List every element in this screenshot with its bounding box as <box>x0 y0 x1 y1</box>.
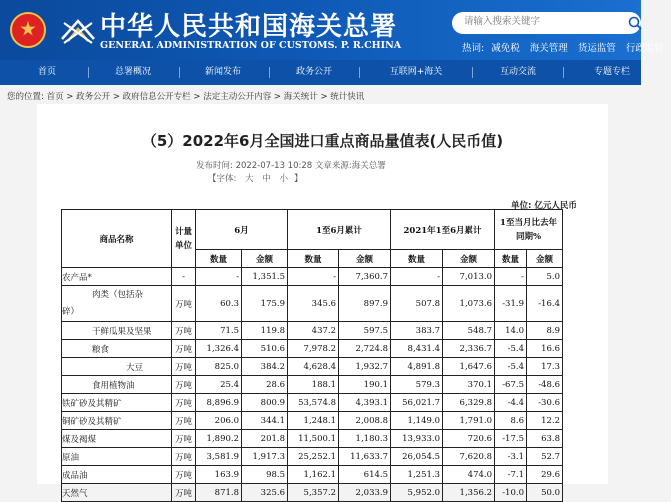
unit-cell: 万吨 <box>172 430 196 448</box>
value-cell: 7,360.7 <box>339 268 391 286</box>
search-icon[interactable] <box>627 15 643 31</box>
value-cell: 800.9 <box>242 394 288 412</box>
commodity-name: 干鲜瓜果及坚果 <box>62 322 172 340</box>
value-cell: 188.1 <box>288 376 339 394</box>
value-cell: 437.2 <box>288 322 339 340</box>
value-cell: 548.7 <box>443 322 495 340</box>
breadcrumb-item[interactable]: 统计快讯 <box>330 92 365 102</box>
value-cell: 5,952.0 <box>391 484 443 502</box>
nav-item-home[interactable]: 首页 <box>37 67 57 77</box>
value-cell: 2,033.9 <box>339 484 391 502</box>
font-size-small[interactable]: 小 <box>279 174 289 184</box>
value-cell: 344.1 <box>242 412 288 430</box>
value-cell: 614.5 <box>339 466 391 484</box>
value-cell: -4.4 <box>495 394 527 412</box>
commodity-name <box>62 286 172 322</box>
unit-cell: 万吨 <box>172 484 196 502</box>
value-cell: 119.8 <box>242 322 288 340</box>
value-cell: 1,248.1 <box>288 412 339 430</box>
value-cell: 1,917.3 <box>242 448 288 466</box>
value-cell: 206.0 <box>196 412 242 430</box>
value-cell: 8,431.4 <box>391 340 443 358</box>
nav-divider <box>179 67 180 78</box>
unit-cell: 万吨 <box>172 466 196 484</box>
value-cell: -67.5 <box>495 376 527 394</box>
nav-item-news[interactable]: 新闻发布 <box>204 67 242 77</box>
breadcrumb-item[interactable]: 您的位置: 首页 <box>7 92 64 102</box>
value-cell: 383.7 <box>391 322 443 340</box>
search-input[interactable] <box>462 15 616 28</box>
national-emblem-icon <box>10 12 46 48</box>
subheader-qty: 数量 <box>288 250 339 268</box>
col-header-june: 6月 <box>196 210 288 250</box>
subheader-qty: 数量 <box>196 250 242 268</box>
breadcrumb-item[interactable]: 政务公开 <box>76 92 111 102</box>
font-size-medium[interactable]: 中 <box>262 174 271 184</box>
value-cell: 871.8 <box>196 484 242 502</box>
source-value: 海关总署 <box>351 161 386 171</box>
unit-cell: - <box>172 268 196 286</box>
value-cell: -5.4 <box>495 340 527 358</box>
table-row <box>62 322 563 340</box>
value-cell: 11,500.1 <box>288 430 339 448</box>
value-cell: - <box>495 268 527 286</box>
search-box <box>452 12 641 34</box>
col-header-unit: 计量单位 <box>172 210 196 268</box>
nav-item-gov-affairs[interactable]: 政务公开 <box>295 67 333 77</box>
value-cell: 163.9 <box>196 466 242 484</box>
value-cell: 720.6 <box>443 430 495 448</box>
value-cell: 474.0 <box>443 466 495 484</box>
value-cell: 579.3 <box>391 376 443 394</box>
col-header-ytd: 1至6月累计 <box>288 210 391 250</box>
value-cell: 1,073.6 <box>443 286 495 322</box>
value-cell: 16.6 <box>527 340 563 358</box>
table-row <box>62 340 563 358</box>
site-header <box>0 0 664 60</box>
value-cell: 12.2 <box>527 412 563 430</box>
value-cell: 384.2 <box>242 358 288 376</box>
value-cell: 325.6 <box>242 484 288 502</box>
unit-cell: 万吨 <box>172 448 196 466</box>
nav-divider <box>563 67 564 78</box>
table-row <box>62 412 563 430</box>
value-cell: 25,252.1 <box>288 448 339 466</box>
value-cell: -31.9 <box>495 286 527 322</box>
unit-cell: 万吨 <box>172 412 196 430</box>
value-cell: 345.6 <box>288 286 339 322</box>
table-row <box>62 466 563 484</box>
nav-divider <box>472 67 473 78</box>
hot-word-link[interactable]: 行政监管 <box>625 43 664 54</box>
nav-item-interaction[interactable]: 互动交流 <box>499 67 537 77</box>
value-cell: 13,933.0 <box>391 430 443 448</box>
site-title: 中华人民共和国海关总署 <box>100 12 398 42</box>
value-cell: 5.0 <box>527 268 563 286</box>
value-cell: 71.5 <box>196 322 242 340</box>
breadcrumb: 您的位置: 首页 > 政务公开 > 政府信息公开专栏 > 法定主动公开内容 > 海关统计 > 统计快讯 <box>7 92 365 102</box>
commodity-name: 铁矿砂及其精矿 <box>62 394 172 412</box>
unit-cell: 万吨 <box>172 394 196 412</box>
col-header-name: 商品名称 <box>62 210 172 268</box>
value-cell: 28.6 <box>242 376 288 394</box>
value-cell: 7,978.2 <box>288 340 339 358</box>
value-cell: 1,351.5 <box>242 268 288 286</box>
subheader-amount: 金额 <box>527 250 563 268</box>
font-size-end: 】 <box>294 174 303 184</box>
value-cell: 50.0 <box>527 484 563 502</box>
value-cell: 29.6 <box>527 466 563 484</box>
value-cell: 1,180.3 <box>339 430 391 448</box>
value-cell: 1,356.2 <box>443 484 495 502</box>
table-row <box>62 430 563 448</box>
hot-words-label: 热词: <box>462 43 485 54</box>
hot-word-link[interactable]: 海关管理 <box>529 43 568 54</box>
commodity-name: 农产品* <box>62 268 172 286</box>
article-panel <box>37 104 608 499</box>
nav-divider <box>359 67 360 78</box>
nav-item-internet-customs[interactable]: 互联网+海关 <box>389 67 443 77</box>
value-cell: 1,791.0 <box>443 412 495 430</box>
value-cell: 1,149.0 <box>391 412 443 430</box>
table-row <box>62 268 563 286</box>
value-cell: 2,724.8 <box>339 340 391 358</box>
font-size-label: 【字体: <box>208 174 237 184</box>
unit-cell: 万吨 <box>172 286 196 322</box>
commodity-name: 食用植物油 <box>62 376 172 394</box>
article-meta <box>196 159 386 171</box>
unit-cell: 万吨 <box>172 322 196 340</box>
nav-divider <box>269 67 270 78</box>
value-cell: 5,357.2 <box>288 484 339 502</box>
hot-word-link[interactable]: 减免税 <box>491 43 520 54</box>
value-cell: 2,008.8 <box>339 412 391 430</box>
value-cell: 4,628.4 <box>288 358 339 376</box>
value-cell: 25.4 <box>196 376 242 394</box>
unit-label: 单位: 亿元人民币 <box>511 201 577 211</box>
commodity-name-line: 肉类（包括杂 <box>92 289 144 300</box>
breadcrumb-item[interactable]: 政府信息公开专栏 <box>122 92 191 102</box>
commodity-name: 原油 <box>62 448 172 466</box>
subheader-amount: 金额 <box>242 250 288 268</box>
subheader-amount: 金额 <box>339 250 391 268</box>
page-title: （5）2022年6月全国进口重点商品量值表(人民币值) <box>141 132 504 150</box>
value-cell: - <box>196 268 242 286</box>
col-header-ytd-2021: 2021年1至6月累计 <box>391 210 495 250</box>
value-cell: -7.1 <box>495 466 527 484</box>
table-row <box>62 358 563 376</box>
unit-cell: 万吨 <box>172 340 196 358</box>
commodity-name: 大豆 <box>62 358 172 376</box>
customs-logo-icon <box>58 13 98 47</box>
value-cell: -3.1 <box>495 448 527 466</box>
value-cell: 7,013.0 <box>443 268 495 286</box>
value-cell: 11,633.7 <box>339 448 391 466</box>
font-size-large[interactable]: 大 <box>245 174 254 184</box>
font-size-switcher <box>208 172 309 184</box>
import-commodities-table <box>61 209 563 502</box>
value-cell: 1,932.7 <box>339 358 391 376</box>
commodity-name: 煤及褐煤 <box>62 430 172 448</box>
value-cell: -17.5 <box>495 430 527 448</box>
commodity-name: 成品油 <box>62 466 172 484</box>
value-cell: 14.0 <box>495 322 527 340</box>
value-cell: 6,329.8 <box>443 394 495 412</box>
value-cell: 8.9 <box>527 322 563 340</box>
value-cell: 3,581.9 <box>196 448 242 466</box>
value-cell: 2,336.7 <box>443 340 495 358</box>
value-cell: 56,021.7 <box>391 394 443 412</box>
value-cell: - <box>288 268 339 286</box>
value-cell: 825.0 <box>196 358 242 376</box>
value-cell: 507.8 <box>391 286 443 322</box>
value-cell: 1,890.2 <box>196 430 242 448</box>
table-row <box>62 448 563 466</box>
table-row <box>62 286 563 322</box>
value-cell: 63.8 <box>527 430 563 448</box>
value-cell: 510.6 <box>242 340 288 358</box>
value-cell: 17.3 <box>527 358 563 376</box>
breadcrumb-item[interactable]: 海关统计 <box>283 92 318 102</box>
value-cell: -48.6 <box>527 376 563 394</box>
value-cell: 7,620.8 <box>443 448 495 466</box>
value-cell: - <box>391 268 443 286</box>
publish-label: 发布时间: <box>196 161 233 171</box>
main-nav <box>0 60 641 85</box>
commodity-name-line: 碎） <box>62 306 80 317</box>
commodity-name: 粮食 <box>62 340 172 358</box>
col-header-yoy: 1至当月比去年同期% <box>495 210 563 250</box>
value-cell: 597.5 <box>339 322 391 340</box>
value-cell: 190.1 <box>339 376 391 394</box>
table-row <box>62 484 563 502</box>
commodity-name: 铜矿砂及其精矿 <box>62 412 172 430</box>
publish-time: 2022-07-13 10:28 <box>235 161 313 171</box>
breadcrumb-item[interactable]: 法定主动公开内容 <box>203 92 272 102</box>
value-cell: -5.4 <box>495 358 527 376</box>
value-cell: 8,896.9 <box>196 394 242 412</box>
table-body <box>62 268 563 502</box>
value-cell: 60.3 <box>196 286 242 322</box>
unit-cell: 万吨 <box>172 376 196 394</box>
value-cell: 175.9 <box>242 286 288 322</box>
subheader-qty: 数量 <box>495 250 527 268</box>
value-cell: -16.4 <box>527 286 563 322</box>
value-cell: 4,891.8 <box>391 358 443 376</box>
value-cell: 52.7 <box>527 448 563 466</box>
unit-cell: 万吨 <box>172 358 196 376</box>
value-cell: 1,251.3 <box>391 466 443 484</box>
subheader-amount: 金额 <box>443 250 495 268</box>
nav-divider <box>88 67 89 78</box>
table-row <box>62 394 563 412</box>
value-cell: 1,647.6 <box>443 358 495 376</box>
value-cell: 897.9 <box>339 286 391 322</box>
value-cell: 53,574.8 <box>288 394 339 412</box>
table-row <box>62 376 563 394</box>
hot-word-link[interactable]: 货运监管 <box>577 43 616 54</box>
value-cell: 26,054.5 <box>391 448 443 466</box>
commodity-name: 天然气 <box>62 484 172 502</box>
value-cell: 4,393.1 <box>339 394 391 412</box>
value-cell: 1,326.4 <box>196 340 242 358</box>
nav-item-overview[interactable]: 总署概况 <box>114 67 152 77</box>
value-cell: -30.6 <box>527 394 563 412</box>
hot-words <box>462 40 671 54</box>
value-cell: -10.0 <box>495 484 527 502</box>
value-cell: 8.6 <box>495 412 527 430</box>
value-cell: 370.1 <box>443 376 495 394</box>
site-title-english: GENERAL ADMINISTRATION OF CUSTOMS. P. R.CHINA <box>100 40 402 51</box>
subheader-qty: 数量 <box>391 250 443 268</box>
value-cell: 98.5 <box>242 466 288 484</box>
source-label: 文章来源: <box>314 161 352 171</box>
value-cell: 1,162.1 <box>288 466 339 484</box>
value-cell: 201.8 <box>242 430 288 448</box>
nav-item-special-topics[interactable]: 专题专栏 <box>593 67 631 77</box>
